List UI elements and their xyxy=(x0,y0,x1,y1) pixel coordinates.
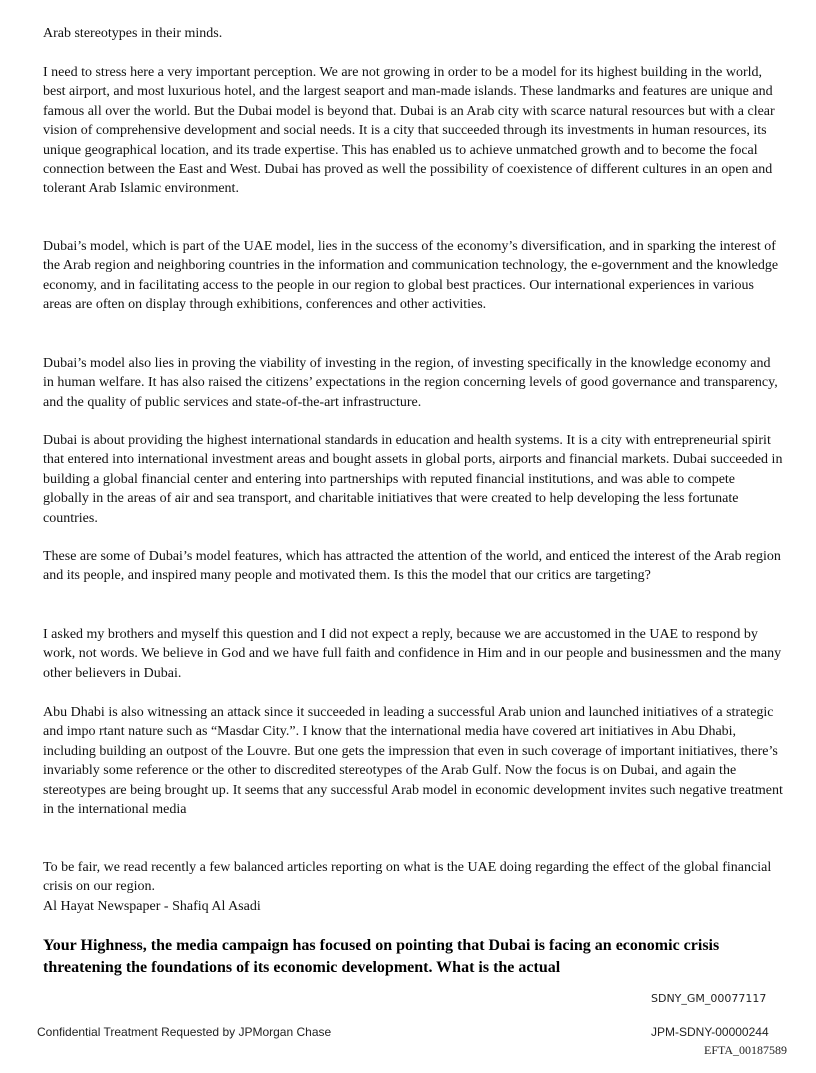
paragraph-text: I asked my brothers and myself this question and I did not expect a reply, because we are accustomed in the UAE to respond by work, not words. We believe in God and we have full faith and confidence in Him and in our people and businessmen and the many other believers in Dubai. xyxy=(43,627,782,681)
paragraph-1 xyxy=(43,24,783,43)
interview-question xyxy=(43,935,783,979)
paragraph-text: I need to stress here a very important perception. We are not growing in order to be a model for its highest building in the world, best airport, and most luxurious hotel, and the largest seaport and man-made islands. These landmarks and features are unique and famous all over the world. But the Dubai model is beyond that. Dubai is an Arab city with scarce natural resources but with a clear vision of comprehensive development and social needs. It is a city that succeeded through its investments in human resources, its unique geographical location, and its trade expertise. This has enabled us to achieve unmatched growth and to become the focal connection between the East and West. Dubai has proved as well the possibility of coexistence of different cultures in an open and tolerant Arab Islamic environment. xyxy=(43,65,775,197)
paragraph-4 xyxy=(43,354,783,412)
paragraph-text: These are some of Dubai’s model features, which has attracted the attention of the world, and enticed the interest of the Arab region and its people, and inspired many people and motivated them. Is this the model that our critics are targeting? xyxy=(43,549,781,584)
paragraph-7 xyxy=(43,625,783,683)
paragraph-8 xyxy=(43,703,783,819)
question-text: Your Highness, the media campaign has focused on pointing that Dubai is facing an economic crisis threatening the foundations of its economic development. What is the actual xyxy=(43,937,720,976)
paragraph-2 xyxy=(43,63,783,199)
paragraph-text: Abu Dhabi is also witnessing an attack since it succeeded in leading a successful Arab union and launched initiatives of a strategic and impo rtant nature such as “Masdar City.”. I know that the international media have covered art initiatives in Abu Dhabi, including building an outpost of the Louvre. But one gets the impression that even in such coverage of important initiatives, there’s invariably some reference or the other to discredited stereotypes of the Arab Gulf. Now the focus is on Dubai, and again the stereotypes are being brought up. It seems that any successful Arab model in economic development invites such negative treatment in the international media xyxy=(43,705,783,818)
paragraph-5 xyxy=(43,431,783,528)
paragraph-6 xyxy=(43,547,783,586)
paragraph-text: Dubai’s model, which is part of the UAE model, lies in the success of the economy’s diversification, and in sparking the interest of the Arab region and neighboring countries in the information and communication technology, the e-government and the knowledge economy, and in facilitating access to the people in our region to global best practices. Our international experiences in various areas are often on display through exhibitions, conferences and other activities. xyxy=(43,239,779,313)
confidential-notice: Confidential Treatment Requested by JPMorgan Chase xyxy=(37,1025,332,1039)
paragraph-text: Dubai is about providing the highest international standards in education and health systems. It is a city with entrepreneurial spirit that entered into international investment areas and bought assets in global ports, airports and financial markets. Dubai succeeded in building a global financial center and entering into partnerships with reputed financial institutions, and was able to compete globally in the areas of air and sea transport, and charitable initiatives that were created to help developing the less fortunate countries. xyxy=(43,433,783,526)
bates-number-bottom: JPM-SDNY-00000244 xyxy=(651,1025,769,1039)
closing-text: To be fair, we read recently a few balanced articles reporting on what is the UAE doing regarding the effect of the global financial crisis on our region. xyxy=(43,860,772,895)
paragraph-3 xyxy=(43,237,783,315)
closing-paragraph xyxy=(43,858,783,916)
source-attribution: Al Hayat Newspaper - Shafiq Al Asadi xyxy=(43,898,261,914)
efta-number: EFTA_00187589 xyxy=(704,1043,788,1057)
paragraph-text: Arab stereotypes in their minds. xyxy=(43,26,223,41)
bates-number-top: SDNY_GM_00077117 xyxy=(651,992,767,1005)
paragraph-text: Dubai’s model also lies in proving the viability of investing in the region, of investing specifically in the knowledge economy and in human welfare. It has also raised the citizens’ expectations in the region concerning levels of good governance and transparency, and the quality of public services and state-of-the-art infrastructure. xyxy=(43,356,778,410)
